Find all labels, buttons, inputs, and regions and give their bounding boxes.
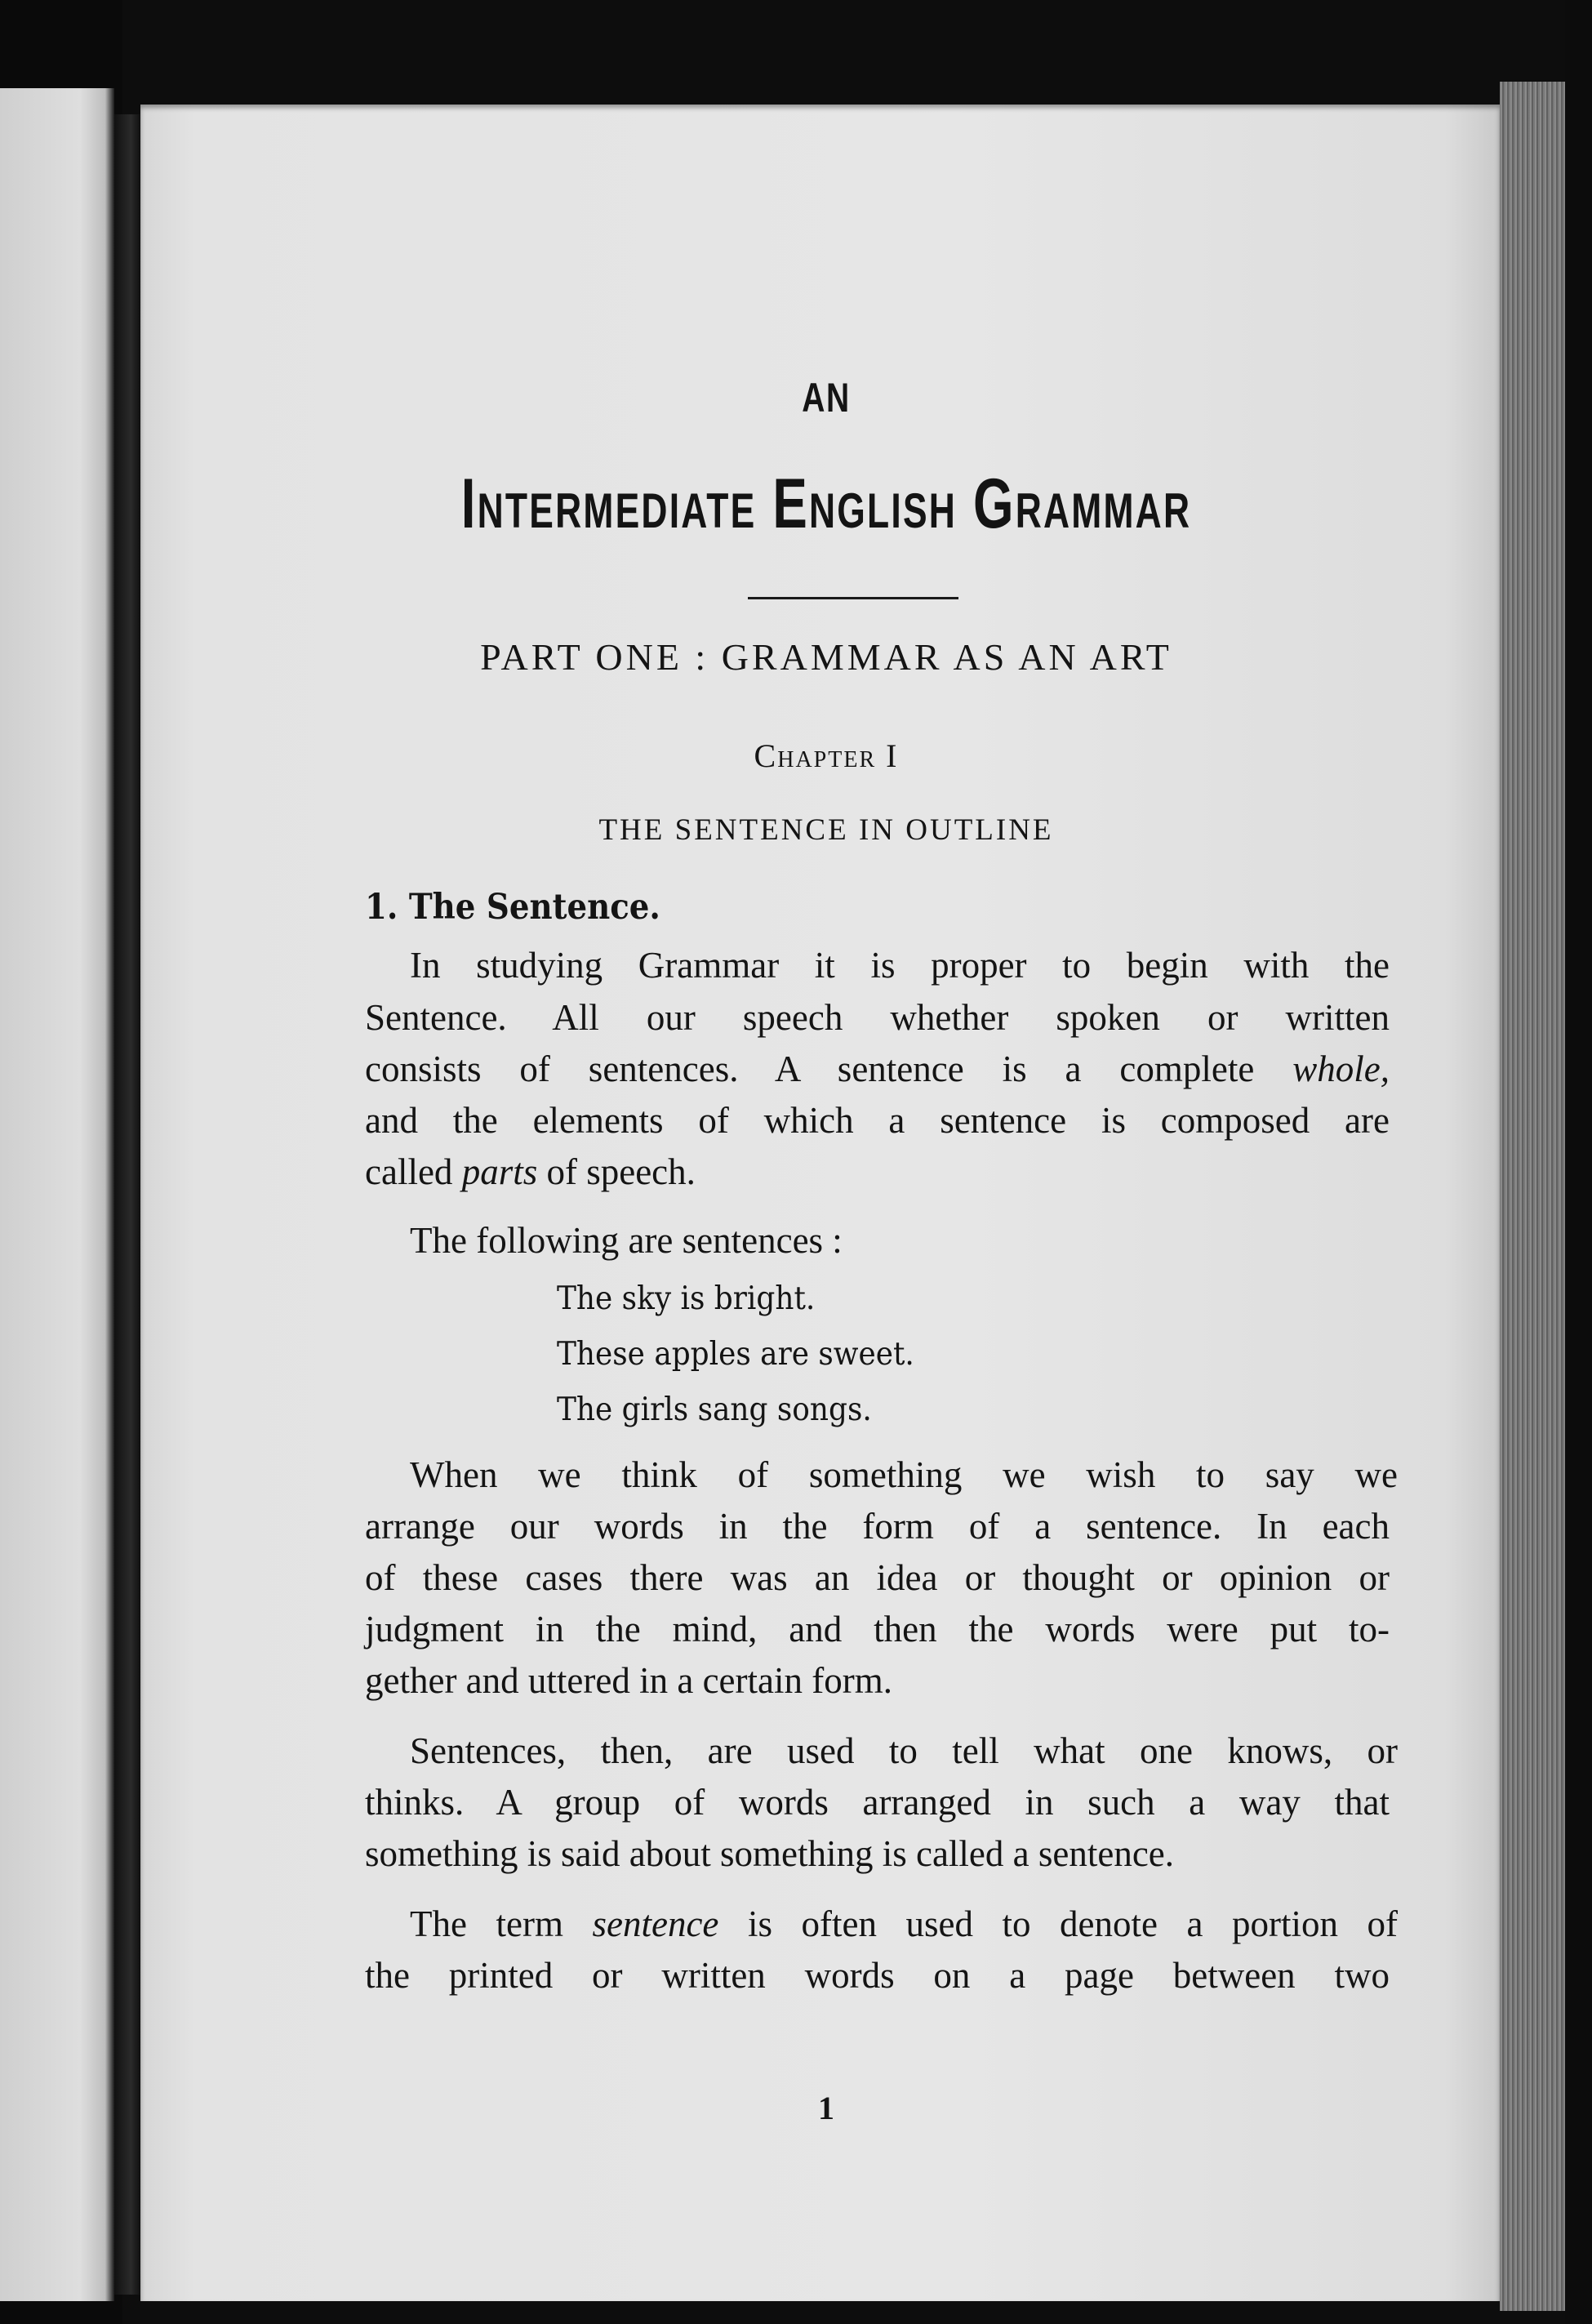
text-run: of speech. <box>546 1151 696 1192</box>
paragraph-line: something is said about something is called a sentence. <box>365 1833 1175 1874</box>
text-run: The term <box>410 1903 563 1944</box>
book-title <box>403 464 1249 545</box>
example-sentence: These apples are sweet. <box>557 1336 914 1373</box>
italic-word: whole, <box>1292 1048 1390 1089</box>
italic-word: sentence <box>592 1903 719 1944</box>
paragraph-line: judgment in the mind, and then the words were put to- <box>365 1609 1390 1650</box>
example-sentence: The girls sang songs. <box>557 1391 872 1428</box>
paragraph-line: of these cases there was an idea or thought or opinion or <box>365 1557 1390 1598</box>
text-run: called <box>365 1151 453 1192</box>
facing-page-edge <box>0 88 114 2301</box>
part-heading: PART ONE : GRAMMAR AS AN ART <box>480 636 1172 678</box>
page-stack-edge <box>1500 82 1565 2311</box>
paragraph-line: and the elements of which a sentence is composed are <box>365 1100 1390 1141</box>
paragraph-line: The following are sentences : <box>410 1220 843 1261</box>
chapter-title: THE SENTENCE IN OUTLINE <box>598 813 1054 847</box>
paragraph-line: In studying Grammar it is proper to begin with the <box>410 945 1390 986</box>
example-sentence: The sky is bright. <box>557 1280 816 1317</box>
text-run: consists of sentences. A sentence is a complete <box>365 1048 1255 1089</box>
paragraph-line: arrange our words in the form of a sentence. In each <box>365 1506 1390 1547</box>
paragraph-line: thinks. A group of words arranged in such a way that <box>365 1782 1390 1823</box>
paragraph-line <box>365 1151 1390 1193</box>
book-page <box>140 105 1500 2301</box>
title-prefix: AN <box>802 375 851 421</box>
paragraph-line <box>365 1048 1390 1090</box>
chapter-label: Chapter I <box>754 737 899 774</box>
italic-word: parts <box>461 1151 538 1192</box>
text-run: is often used to denote a portion of <box>747 1903 1398 1944</box>
paragraph-line: Sentences, then, are used to tell what one knows, or <box>410 1730 1398 1771</box>
page-number: 1 <box>818 2090 834 2126</box>
paragraph-line: the printed or written words on a page between two <box>365 1955 1390 1996</box>
book-title-text: Intermediate English Grammar <box>460 465 1192 543</box>
scan-background-right <box>1565 0 1592 2324</box>
paragraph-line: When we think of something we wish to say we <box>410 1454 1398 1495</box>
paragraph-line <box>365 1903 1398 1945</box>
book-binding <box>114 114 142 2295</box>
paragraph-line: Sentence. All our speech whether spoken or written <box>365 997 1390 1038</box>
title-divider <box>748 597 958 599</box>
paragraph-line: gether and uttered in a certain form. <box>365 1660 892 1701</box>
section-heading: 1. The Sentence. <box>365 887 660 928</box>
